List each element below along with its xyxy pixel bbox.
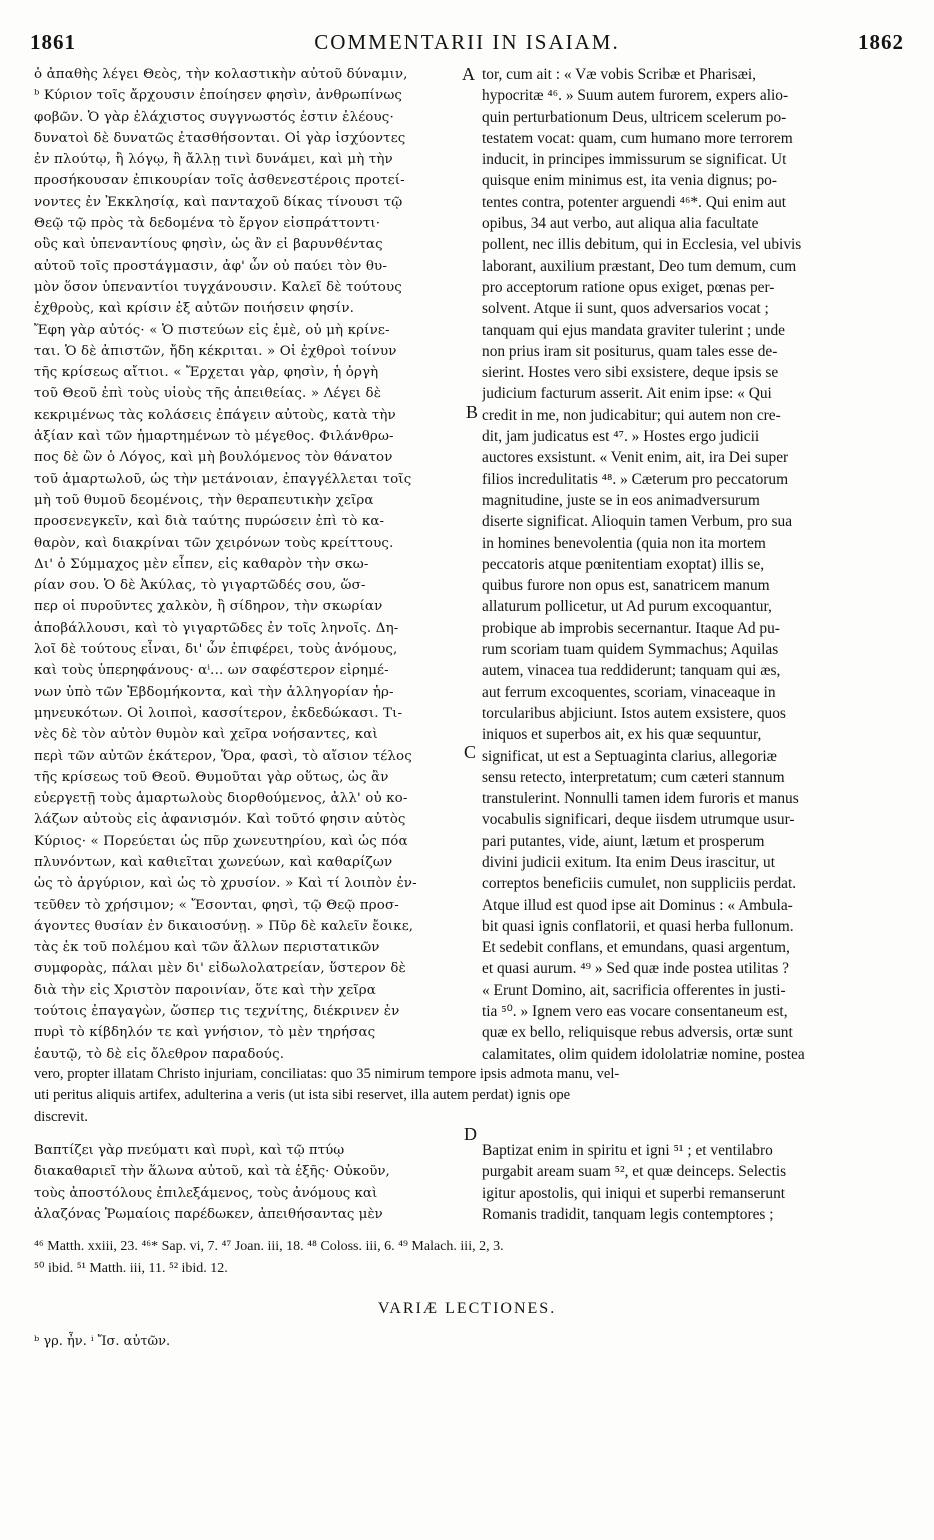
latin-text-line: auctores exsistunt. « Venit enim, ait, ira Dei super [482,449,789,467]
latin-text-line: Baptizat enim in spiritu et igni ⁵¹ ; et ventilabro [482,1142,773,1159]
greek-text-line: μηνευκότων. Οἱ λοιποὶ, κασσίτερον, ἐκδεδώκασι. Τι- [34,705,403,721]
greek-text-line: άγοντες θυσίαν ἐν δικαιοσύνῃ. » Πῦρ δὲ καλεῖν ἔοικε, [34,918,414,934]
greek-text-line: τοῦ Θεοῦ ἐπὶ τοὺς υἱοὺς τῆς ἀπειθείας. » Λέγει δὲ [34,386,382,402]
greek-text-line: λάζων αὐτοὺς εἰς ἀφανισμόν. Καὶ τοῦτό φησιν αὐτὸς [34,812,406,828]
variae-lectiones-line: ᵇ γρ. ἦν. ⁱ Ἴσ. αὐτῶν. [34,1334,171,1349]
latin-text-line: quæ ex bello, reliquisque rebus adversis, ortæ sunt [482,1024,793,1042]
latin-text-line: Romanis tradidit, tanquam legis contemptores ; [482,1205,774,1223]
greek-text-line: ᵇ Κύριον τοῖς ἄρχουσιν ἐποίησεν φησὶν, ἀνθρωπίνως [34,88,403,104]
latin-text-line: magnitudine, juste se in eos animadversurum [482,491,760,509]
latin-text-line: diserte significat. Alioquin tamen Verbum, pro sua [482,513,793,531]
latin-text-line: tor, cum ait : « Væ vobis Scribæ et Pharisæi, [482,66,756,83]
greek-text-line: τῆς κρίσεως αἴτιοι. « Ἔρχεται γὰρ, φησὶν, ἡ ὀργὴ [34,365,379,381]
latin-text-line: correptos beneficiis cumulet, non suppliciis perdat. [482,875,797,893]
latin-text-line: Et sedebit conflans, et emundans, quasi argentum, [482,939,790,957]
greek-text-line: εὐεργετῇ τοὺς ἁμαρτωλοὺς διορθούμενος, ἀλλ' οὐ κο- [34,791,408,807]
greek-text-line: νων ὑπὸ τῶν Ἑβδομήκοντα, καὶ τὴν ἀλληγορίαν ἡρ- [34,684,394,700]
greek-text-line: περὶ τῶν αὐτῶν ἑκάτερον, Ὅρα, φασὶ, τὸ αἴσιον τέλος [34,748,412,764]
latin-text-line: in homines benevolentia (quia non ita mortem [482,534,766,552]
latin-text-line: pro acceptorum ratione opus exiget, pœnas per- [482,278,775,296]
footnote-row: ⁴⁶ Matth. xxiii, 23. ⁴⁶* Sap. vi, 7. ⁴⁷ Joan. iii, 18. ⁴⁸ Coloss. iii, 6. ⁴⁹ Malach. iii, 2, 3. [34,1239,504,1254]
latin-text-line: quisque enim minimus est, ita venia dignus; po- [482,172,777,190]
latin-text-line: testatem vocat: quam, cum humano more terrorem [482,129,793,147]
latin-text-line: torcularibus abjiciunt. Istos autem exsistere, quos [482,704,786,722]
greek-text-line: Κύριος· « Πορεύεται ὡς πῦρ χωνευτηρίου, καὶ ὡς πόα [34,833,408,849]
latin-text-line: credit in me, non judicabitur; qui autem non cre- [482,406,781,424]
footnotes [34,1236,904,1280]
greek-text-line: συμφορὰς, πάλαι μὲν δι' εἰδωλολατρείαν, ὕστερον δὲ [34,961,406,977]
greek-text-line: ται. Ὁ δὲ ἀπιστῶν, ἤδη κέκριται. » Οἱ ἐχθροὶ τοίνυν [34,343,397,359]
margin-letter-b: B [466,402,479,422]
full-width-line: discrevit. [34,1108,88,1125]
latin-text-line: pari putantes, vide, aiunt, lætum et prosperum [482,832,765,850]
greek-text-line: διὰ τὴν εἰς Χριστὸν παροινίαν, ὅτε καὶ τὴν χεῖρα [34,982,376,998]
latin-text-line: quibus furore non opus est, sanatricem manum [482,577,770,595]
latin-text-line: bit quasi ignis conflatorii, et quasi herba fullonum. [482,917,794,935]
latin-text-line: iniquos et superbos ait, ex his quæ sequuntur, [482,726,762,744]
greek-text-line: καὶ τοὺς ὑπερηφάνους· αⁱ... ων σαφέστερον εἰρημέ- [34,663,389,679]
greek-text-line: πυρὶ τὸ κίβδηλόν τε καὶ γνήσιον, τὸ μὲν τηρήσας [34,1025,376,1041]
greek-text-line: δυνατοὶ δὲ δυνατῶς ἐτασθήσονται. Οἱ γὰρ ἰσχύοντες [34,130,406,146]
greek-text-line: τούτοις ἐπαγαγὼν, ὥσπερ τις τεχνίτης, διέκρινεν ἐν [34,1004,400,1020]
greek-text-line: τοὺς ἀποστόλους ἐπιλεξάμενος, τοὺς ἀνόμους καὶ [34,1185,378,1201]
greek-text-line: μὴ τοῦ θυμοῦ δεομένοις, τὴν θεραπευτικὴν χεῖρα [34,492,374,508]
greek-text-line: ἑαυτῷ, τὸ δὲ εἰς ὄλεθρον παραδούς. [34,1046,285,1062]
latin-text-line: tanquam qui ejus mandata graviter tulerint ; unde [482,321,786,339]
greek-text-line: ἀποβάλλουσι, καὶ τὸ γιγαρτῶδες ἐν τοῖς ληνοῖς. Δη- [34,620,399,636]
greek-text-line: τῆς κρίσεως τοῦ Θεοῦ. Θυμοῦται γὰρ οὕτως, ὡς ἂν [34,769,389,785]
greek-text-line: διακαθαριεῖ τὴν ἅλωνα αὐτοῦ, καὶ τὰ ἑξῆς· Οὐκοῦν, [34,1164,390,1180]
latin-text-line: Atque illud est quod ipse ait Dominus : « Ambula- [482,896,793,914]
greek-text-line: πλυνόντων, καὶ καθιεῖται χωνεύων, καὶ καθαρίζων [34,854,393,870]
variae-lectiones-heading: VARIÆ LECTIONES. [377,1300,557,1317]
latin-text-line: peccatoris atque pœnitentiam exoptat) illis se, [482,555,765,573]
greek-text-line: τοῦ ἁμαρτωλοῦ, ὡς τὴν μετάνοιαν, ἐπαγγέλλεται τοῖς [34,471,412,487]
greek-text-line: Δι' ὁ Σύμμαχος μὲν εἶπεν, εἰς καθαρὸν τὴν σκω- [34,556,369,572]
latin-column [482,64,900,1065]
margin-letter-d: D [464,1124,477,1144]
latin-bottom-paragraph [482,1140,900,1225]
greek-text-line: ὡς τὸ ἀργύριον, καὶ ὡς τὸ χρυσίον. » Καὶ τί λοιπὸν ἐν- [34,876,417,892]
greek-text-line: ἐχθροὺς, καὶ κρίσιν ἐξ αὐτῶν ποιήσειν φησίν. [34,301,355,317]
latin-text-line: significat, ut est a Septuaginta clarius, allegoriæ [482,747,777,765]
latin-text-line: allaturum pollicetur, ut Ad purum excoquantur, [482,598,772,616]
greek-text-line: ὁ ἀπαθὴς λέγει Θεὸς, τὴν κολαστικὴν αὐτοῦ δύναμιν, [34,67,408,82]
latin-text-line: laborant, auxilium præstant, Deo tum demum, cum [482,257,797,275]
greek-column [34,64,464,1065]
latin-text-line: aut ferrum excoquentes, scoriam, vinaceaque in [482,683,776,701]
latin-text-line: autem, vinacea tua reddiderunt; tanquam qui æs, [482,662,781,680]
latin-text-line: purgabit aream suam ⁵², et quæ deinceps. Selectis [482,1163,787,1181]
greek-text-line: οὓς καὶ ὑπεναντίους φησὶν, ὡς ἂν εἰ βαρυνθέντας [34,237,383,253]
greek-text-line: προσήκουσαν ἐπικουρίαν τοῖς ἀσθενεστέροις προτεί- [34,173,405,189]
latin-text-line: vocabulis significari, deque iisdem utrumque usur- [482,811,795,829]
greek-text-line: ἐν πλούτῳ, ἢ λόγῳ, ἢ ἄλλῃ τινὶ δυνάμει, καὶ μὴ τὴν [34,152,393,168]
greek-text-line: τὰς ἐκ τοῦ πολέμου καὶ τῶν ἄλλων περιστατικῶν [34,940,380,956]
latin-text-line: filios incredulitatis ⁴⁸. » Cæterum pro peccatorum [482,470,789,488]
latin-text-line: rum scoriam tuam quidem Symmachus; Aquilas [482,641,779,659]
latin-text-line: dit, jam judicatus est ⁴⁷. » Hostes ergo judicii [482,428,760,446]
greek-text-line: προσενεγκεῖν, καὶ διὰ ταύτης πυρώσειν ἐπὶ τὸ κα- [34,514,385,530]
latin-text-line: quin perturbationum Deus, ultricem scelerum po- [482,108,787,126]
running-header [30,30,904,60]
latin-text-line: non prius iram sit positurus, quam tales esse de- [482,342,778,360]
greek-text-line: πος δὲ ὢν ὁ Λόγος, καὶ μὴ βουλόμενος τὸν θάνατον [34,450,393,466]
latin-text-line: divini judicii exitum. Ita enim Deus irascitur, ut [482,853,776,871]
greek-text-line: αὐτοῦ τοῖς προστάγμασιν, ἀφ' ὧν οὐ παύει τὸν θυ- [34,258,387,274]
left-page-number: 1861 [30,30,76,54]
running-title: COMMENTARII IN ISAIAM. [314,30,620,54]
greek-text-line: Βαπτίζει γὰρ πνεύματι καὶ πυρὶ, καὶ τῷ πτύῳ [34,1143,345,1158]
greek-bottom-paragraph [34,1140,464,1225]
latin-text-line: pollent, nec illis debitum, qui in Ecclesia, vel ubivis [482,236,802,254]
latin-text-line: solvent. Atque ii sunt, quos adversarios vocat ; [482,300,769,318]
latin-text-line: hypocritæ ⁴⁶. » Suum autem furorem, expers alio- [482,87,789,105]
latin-text-line: transtulerint. Nonnulli tamen idem furoris et manus [482,790,799,808]
margin-letter-c: C [464,742,477,762]
latin-text-line: tentes contra, potenter arguendi ⁴⁶*. Qui enim aut [482,193,787,211]
greek-text-line: φοβῶν. Ὁ γὰρ ἐλάχιστος συγγνωστός ἐστιν ἐλέους· [34,109,394,125]
margin-letter-a: A [462,64,475,84]
full-width-line: vero, propter illatam Christo injuriam, conciliatas: quo 35 nimirum tempore ipsis admota manu, vel- [34,1066,620,1082]
greek-text-line: νὲς δὲ τὸν αὐτὸν θυμὸν καὶ χεῖρα νοήσαντες, καὶ [34,727,378,743]
latin-text-line: probique ab improbis secernantur. Itaque Ad pu- [482,619,780,637]
full-width-text [34,1064,904,1128]
greek-text-line: λοῖ δὲ τούτους εἶναι, δι' ὧν ἐπιφέρει, τοὺς ἀνόμους, [34,642,398,658]
latin-text-line: judicium facturum asserit. Ait enim ipse: « Qui [482,385,772,403]
latin-text-line: tia ⁵⁰. » Ignem vero eas vocare consentaneum est, [482,1003,788,1021]
latin-text-line: opibus, 34 aut verbo, aut aliqua alia facultate [482,215,759,233]
right-page-number: 1862 [858,30,904,54]
greek-text-line: περ οἱ πυροῦντες χαλκὸν, ἢ σίδηρον, τὴν σκωρίαν [34,599,383,615]
footnote-row: ⁵⁰ ibid. ⁵¹ Matth. iii, 11. ⁵² ibid. 12. [34,1261,228,1276]
latin-text-line: « Erunt Domino, ait, sacrificia offerentes in justi- [482,981,786,999]
greek-text-line: νοντες ἐν Ἐκκλησίᾳ, καὶ πανταχοῦ δίκας τίνουσι τῷ [34,194,403,210]
greek-text-line: ἀξίαν καὶ τῶν ἡμαρτημένων τὸ μέγεθος. Φιλάνθρω- [34,429,394,445]
greek-text-line: ρίαν σου. Ὁ δὲ Ἀκύλας, τὸ γιγαρτῶδές σου, ὥσ- [34,578,366,594]
greek-text-line: Θεῷ τῷ πρὸς τὰ δεδομένα τὸ ἔργον εἰσπράττοντι· [34,216,381,232]
greek-text-line: ἀλαζόνας Ῥωμαίοις παρέδωκεν, ἀπειθήσαντας μὲν [34,1206,383,1222]
latin-text-line: igitur apostolis, qui iniqui et superbi remanserunt [482,1184,786,1202]
greek-text-line: κεκριμένως τὰς κολάσεις ἐπάγειν αὐτοὺς, κατὰ τὴν [34,407,396,423]
latin-text-line: sensu retecto, interpretatum; cum cæteri stannum [482,768,785,786]
greek-text-line: Ἔφη γὰρ αὐτός· « Ὁ πιστεύων εἰς ἐμὲ, οὐ μὴ κρίνε- [34,322,390,338]
greek-text-line: μὸν ὅσον ὑπεναντίοι τυγχάνουσιν. Καλεῖ δὲ τούτους [34,279,402,295]
latin-text-line: calamitates, olim quidem idololatriæ nomine, postea [482,1045,805,1063]
full-width-line: uti peritus aliquis artifex, adulterina a veris (ut ista sibi reservet, illa autem perdat) ignis ope [34,1087,571,1104]
latin-text-line: et quasi aurum. ⁴⁹ » Sed quæ inde postea utilitas ? [482,960,789,978]
latin-text-line: sierint. Hostes vero sibi exsistere, deque ipsis se [482,364,779,382]
latin-text-line: inducit, in principes immissurum se significat. Ut [482,151,787,169]
greek-text-line: θαρὸν, καὶ διακρίναι τῶν χειρόνων τοὺς κρείττους. [34,535,394,551]
greek-text-line: τεῦθεν τὸ χρήσιμον; « Ἔσονται, φησὶ, τῷ Θεῷ προσ- [34,897,399,913]
